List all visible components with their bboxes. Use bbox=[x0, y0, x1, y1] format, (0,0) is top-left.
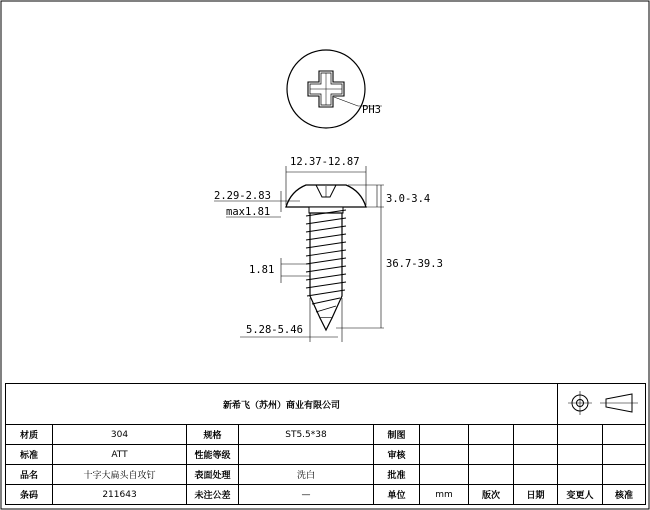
dim-total-length: 36.7-39.3 bbox=[386, 258, 443, 270]
value-approve bbox=[420, 465, 469, 485]
label-surface: 表面处理 bbox=[187, 465, 239, 485]
label-review: 审核 bbox=[374, 445, 420, 465]
label-spec: 规格 bbox=[187, 425, 239, 445]
value-standard: ATT bbox=[53, 445, 187, 465]
value-product-name: 十字大扁头自攻钉 bbox=[53, 465, 187, 485]
dim-head-height: 3.0-3.4 bbox=[386, 193, 431, 205]
value-unit: mm bbox=[420, 485, 469, 505]
dim-head-diameter: 12.37-12.87 bbox=[290, 156, 360, 168]
label-material: 材质 bbox=[6, 425, 53, 445]
title-block bbox=[5, 383, 645, 507]
table-row bbox=[6, 445, 646, 465]
dim-thread-diameter: 5.28-5.46 bbox=[246, 324, 303, 336]
value-review bbox=[420, 445, 469, 465]
header-approver: 核准 bbox=[603, 485, 646, 505]
first-angle-projection-icon bbox=[562, 388, 642, 418]
table-row bbox=[6, 425, 646, 445]
header-changer: 变更人 bbox=[558, 485, 603, 505]
label-unit: 单位 bbox=[374, 485, 420, 505]
title-block-table bbox=[5, 383, 646, 505]
value-grade bbox=[239, 445, 374, 465]
label-product-name: 品名 bbox=[6, 465, 53, 485]
dim-under-head: 2.29-2.83 bbox=[214, 190, 271, 202]
header-date: 日期 bbox=[514, 485, 558, 505]
table-row bbox=[6, 485, 646, 505]
dim-thread-pitch: 1.81 bbox=[249, 264, 275, 276]
drive-label: PH3 bbox=[362, 104, 381, 116]
label-grade: 性能等级 bbox=[187, 445, 239, 465]
company-name: 新希飞（苏州）商业有限公司 bbox=[6, 384, 558, 425]
value-surface: 洗白 bbox=[239, 465, 374, 485]
label-barcode: 条码 bbox=[6, 485, 53, 505]
header-revision: 版次 bbox=[469, 485, 514, 505]
value-barcode: 211643 bbox=[53, 485, 187, 505]
table-row bbox=[6, 465, 646, 485]
value-spec: ST5.5*38 bbox=[239, 425, 374, 445]
label-drawn: 制图 bbox=[374, 425, 420, 445]
head-top-view bbox=[287, 50, 382, 128]
label-approve: 批准 bbox=[374, 465, 420, 485]
label-tolerance: 未注公差 bbox=[187, 485, 239, 505]
label-standard: 标准 bbox=[6, 445, 53, 465]
value-drawn bbox=[420, 425, 469, 445]
value-material: 304 bbox=[53, 425, 187, 445]
value-tolerance: — bbox=[239, 485, 374, 505]
dim-shank-max: max1.81 bbox=[226, 206, 271, 218]
projection-symbol bbox=[558, 384, 646, 425]
